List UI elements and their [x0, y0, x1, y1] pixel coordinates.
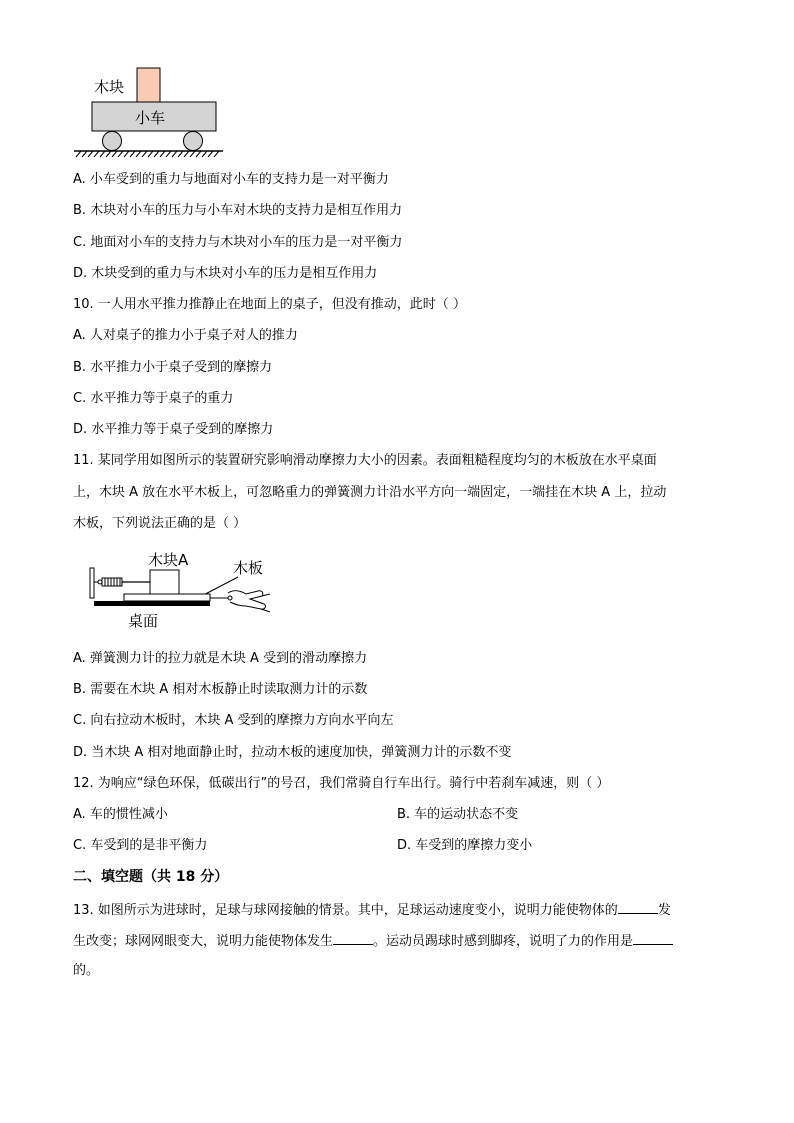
q11-option-d: D. 当木块 A 相对地面静止时，拉动木板的速度加快，弹簧测力计的示数不变	[73, 745, 512, 760]
q12-option-d: D. 车受到的摩擦力变小	[397, 838, 533, 853]
q13-line-2	[73, 932, 673, 950]
q13-line-2-middle: 。运动员踢球时感到脚疼，说明了力的作用是	[373, 934, 634, 949]
q9-option-a: A. 小车受到的重力与地面对小车的支持力是一对平衡力	[73, 172, 389, 187]
q11-option-a: A. 弹簧测力计的拉力就是木块 A 受到的滑动摩擦力	[73, 651, 368, 666]
q11-option-b: B. 需要在木块 A 相对木板静止时读取测力计的示数	[73, 682, 368, 697]
desk-label: 桌面	[128, 612, 159, 630]
q11-stem-line-3: 木板，下列说法正确的是（ ）	[73, 516, 247, 531]
friction-apparatus-figure	[88, 546, 274, 634]
q13-line-1-tail: 发	[657, 903, 671, 918]
q13-line-1	[73, 901, 671, 919]
cart-wheel-right	[184, 132, 203, 151]
q10-stem: 10. 一人用水平推力推静止在地面上的桌子，但没有推动，此时（ ）	[73, 297, 466, 312]
q13-blank-2[interactable]	[333, 932, 373, 945]
desk-top	[94, 601, 210, 606]
q13-line-2-text: 生改变；球网网眼变大，说明力能使物体发生	[73, 934, 334, 949]
cart-label: 小车	[135, 109, 166, 127]
block-label: 木块	[94, 78, 125, 96]
wood-block	[137, 68, 160, 102]
q11-stem-line-1: 11. 某同学用如图所示的装置研究影响滑动摩擦力大小的因素。表面粗糙程度均匀的木板放在水平桌面	[73, 453, 657, 468]
q10-option-d: D. 水平推力等于桌子受到的摩擦力	[73, 422, 274, 437]
cart-block-figure	[72, 64, 232, 160]
block-a	[150, 570, 179, 594]
wall	[90, 568, 94, 598]
q11-stem-line-2: 上，木块 A 放在水平木板上，可忽略重力的弹簧测力计沿水平方向一端固定，一端挂在木块 A 上，拉动	[73, 485, 667, 500]
q12-stem: 12. 为响应“绿色环保，低碳出行”的号召，我们常骑自行车出行。骑行中若刹车减速，则（ ）	[73, 776, 610, 791]
q11-option-c: C. 向右拉动木板时，木块 A 受到的摩擦力方向水平向左	[73, 713, 394, 728]
q9-option-c: C. 地面对小车的支持力与木块对小车的压力是一对平衡力	[73, 235, 403, 250]
block-a-label: 木块A	[148, 551, 189, 569]
q12-option-b: B. 车的运动状态不变	[397, 807, 519, 822]
q13-blank-3[interactable]	[633, 932, 673, 945]
q9-option-d: D. 木块受到的重力与木块对小车的压力是相互作用力	[73, 266, 378, 281]
hand-icon	[228, 591, 270, 612]
q10-option-c: C. 水平推力等于桌子的重力	[73, 391, 234, 406]
board-label: 木板	[233, 559, 264, 577]
q13-line-1-text: 13. 如图所示为进球时，足球与球网接触的情景。其中，足球运动速度变小，说明力能使物体的	[73, 903, 618, 918]
q13-blank-1[interactable]	[618, 901, 658, 914]
q10-option-b: B. 水平推力小于桌子受到的摩擦力	[73, 360, 273, 375]
section-heading-fill-in: 二、填空题（共 18 分）	[73, 869, 229, 885]
q9-option-b: B. 木块对小车的压力与小车对木块的支持力是相互作用力	[73, 203, 403, 218]
spring-scale	[94, 578, 150, 586]
q13-line-3: 的。	[73, 963, 100, 978]
q10-option-a: A. 人对桌子的推力小于桌子对人的推力	[73, 328, 298, 343]
wood-board	[124, 594, 210, 601]
q12-option-c: C. 车受到的是非平衡力	[73, 838, 208, 853]
q12-option-a: A. 车的惯性减小	[73, 807, 168, 822]
ground-hatch	[74, 151, 223, 157]
cart-wheel-left	[103, 132, 122, 151]
